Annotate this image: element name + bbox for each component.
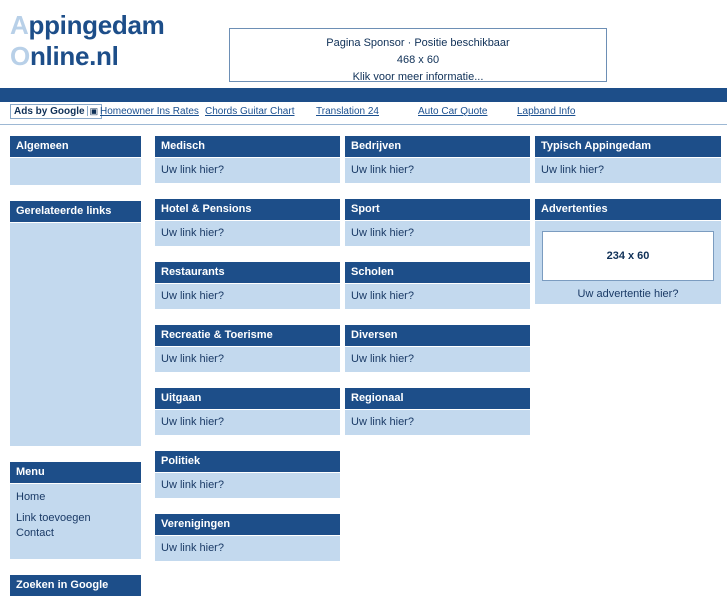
logo-text-online: nline.nl xyxy=(29,41,119,71)
panel-regionaal-body xyxy=(345,410,530,435)
link-bedrijven[interactable]: Uw link hier? xyxy=(351,164,414,176)
panel-zoeken-title: Zoeken in Google xyxy=(10,575,141,597)
link-typisch-appingedam[interactable]: Uw link hier? xyxy=(541,164,604,176)
panel-verenigingen-body xyxy=(155,536,340,561)
panel-diversen-body xyxy=(345,347,530,372)
page-header xyxy=(0,0,727,95)
ad-link-3[interactable]: Translation 24 xyxy=(316,106,379,117)
panel-diversen xyxy=(345,325,530,372)
panel-uitgaan-title: Uitgaan xyxy=(155,388,340,410)
sponsor-line-2: 468 x 60 xyxy=(396,54,440,66)
logo-letter-o: O xyxy=(10,41,30,71)
menu-item-home[interactable]: Home xyxy=(16,491,46,503)
link-politiek[interactable]: Uw link hier? xyxy=(161,479,224,491)
panel-politiek-body xyxy=(155,473,340,498)
ad-link-4[interactable]: Auto Car Quote xyxy=(418,106,488,117)
panel-algemeen xyxy=(10,136,141,185)
panel-typisch-appingedam-title: Typisch Appingedam xyxy=(535,136,721,158)
menu-item-link-toevoegen[interactable]: Link toevoegen xyxy=(16,512,91,524)
google-ads-bar xyxy=(0,102,727,125)
panel-menu-body xyxy=(10,484,141,559)
site-logo[interactable] xyxy=(10,10,164,71)
panel-verenigingen xyxy=(155,514,340,561)
panel-algemeen-title: Algemeen xyxy=(10,136,141,158)
panel-hotel-pensions-title: Hotel & Pensions xyxy=(155,199,340,221)
header-blue-rule xyxy=(0,88,727,102)
sponsor-banner[interactable] xyxy=(229,28,607,82)
link-diversen[interactable]: Uw link hier? xyxy=(351,353,414,365)
panel-typisch-appingedam-body xyxy=(535,158,721,183)
logo-line-1 xyxy=(10,10,164,40)
panel-restaurants xyxy=(155,262,340,309)
panel-menu-title: Menu xyxy=(10,462,141,484)
panel-politiek xyxy=(155,451,340,498)
category-column-1 xyxy=(155,136,340,577)
link-scholen[interactable]: Uw link hier? xyxy=(351,290,414,302)
panel-medisch xyxy=(155,136,340,183)
advertisement-size-label: 234 x 60 xyxy=(606,250,650,262)
panel-diversen-title: Diversen xyxy=(345,325,530,347)
ad-link-5[interactable]: Lapband Info xyxy=(517,106,576,117)
panel-scholen-title: Scholen xyxy=(345,262,530,284)
panel-hotel-pensions-body xyxy=(155,221,340,246)
panel-regionaal-title: Regionaal xyxy=(345,388,530,410)
ads-by-google-badge[interactable] xyxy=(10,104,102,119)
panel-algemeen-body xyxy=(10,158,141,185)
panel-bedrijven-body xyxy=(345,158,530,183)
panel-recreatie-toerisme-body xyxy=(155,347,340,372)
panel-advertenties-title: Advertenties xyxy=(535,199,721,221)
page-content xyxy=(0,126,727,591)
panel-politiek-title: Politiek xyxy=(155,451,340,473)
panel-gerelateerde-links-body xyxy=(10,223,141,446)
panel-sport-body xyxy=(345,221,530,246)
panel-uitgaan xyxy=(155,388,340,435)
advertisement-placeholder[interactable] xyxy=(542,231,714,281)
panel-sport xyxy=(345,199,530,246)
right-column xyxy=(535,136,721,320)
panel-sport-title: Sport xyxy=(345,199,530,221)
panel-medisch-body xyxy=(155,158,340,183)
panel-scholen-body xyxy=(345,284,530,309)
link-regionaal[interactable]: Uw link hier? xyxy=(351,416,414,428)
link-sport[interactable]: Uw link hier? xyxy=(351,227,414,239)
panel-bedrijven xyxy=(345,136,530,183)
logo-letter-a: A xyxy=(10,10,29,40)
panel-verenigingen-title: Verenigingen xyxy=(155,514,340,536)
panel-advertenties xyxy=(535,199,721,304)
panel-typisch-appingedam xyxy=(535,136,721,183)
sponsor-line-1: Pagina Sponsor · Positie beschikbaar xyxy=(326,37,510,49)
advertisement-caption[interactable] xyxy=(541,288,715,300)
panel-restaurants-body xyxy=(155,284,340,309)
ad-link-2[interactable]: Chords Guitar Chart xyxy=(205,106,295,117)
link-verenigingen[interactable]: Uw link hier? xyxy=(161,542,224,554)
link-hotel-pensions[interactable]: Uw link hier? xyxy=(161,227,224,239)
panel-recreatie-toerisme-title: Recreatie & Toerisme xyxy=(155,325,340,347)
link-medisch[interactable]: Uw link hier? xyxy=(161,164,224,176)
panel-hotel-pensions xyxy=(155,199,340,246)
link-uitgaan[interactable]: Uw link hier? xyxy=(161,416,224,428)
panel-zoeken-in-google xyxy=(10,575,141,597)
sponsor-line-3: Klik voor meer informatie... xyxy=(352,71,484,83)
advertisement-caption-text: Uw advertentie hier? xyxy=(577,288,679,300)
ads-by-google-label: Ads by Google xyxy=(14,106,85,117)
panel-gerelateerde-links-title: Gerelateerde links xyxy=(10,201,141,223)
menu-item-contact[interactable]: Contact xyxy=(16,527,54,539)
panel-regionaal xyxy=(345,388,530,435)
link-recreatie-toerisme[interactable]: Uw link hier? xyxy=(161,353,224,365)
ad-link-1[interactable]: Homeowner Ins Rates xyxy=(100,106,199,117)
panel-uitgaan-body xyxy=(155,410,340,435)
logo-text-appingedam: ppingedam xyxy=(28,10,165,40)
panel-recreatie-toerisme xyxy=(155,325,340,372)
panel-restaurants-title: Restaurants xyxy=(155,262,340,284)
panel-medisch-title: Medisch xyxy=(155,136,340,158)
logo-line-2 xyxy=(10,41,164,71)
left-sidebar xyxy=(10,136,141,613)
panel-advertenties-body xyxy=(535,221,721,304)
category-column-2 xyxy=(345,136,530,451)
link-restaurants[interactable]: Uw link hier? xyxy=(161,290,224,302)
external-link-icon: ▣ xyxy=(87,106,99,116)
panel-scholen xyxy=(345,262,530,309)
panel-menu xyxy=(10,462,141,559)
panel-bedrijven-title: Bedrijven xyxy=(345,136,530,158)
panel-gerelateerde-links xyxy=(10,201,141,446)
